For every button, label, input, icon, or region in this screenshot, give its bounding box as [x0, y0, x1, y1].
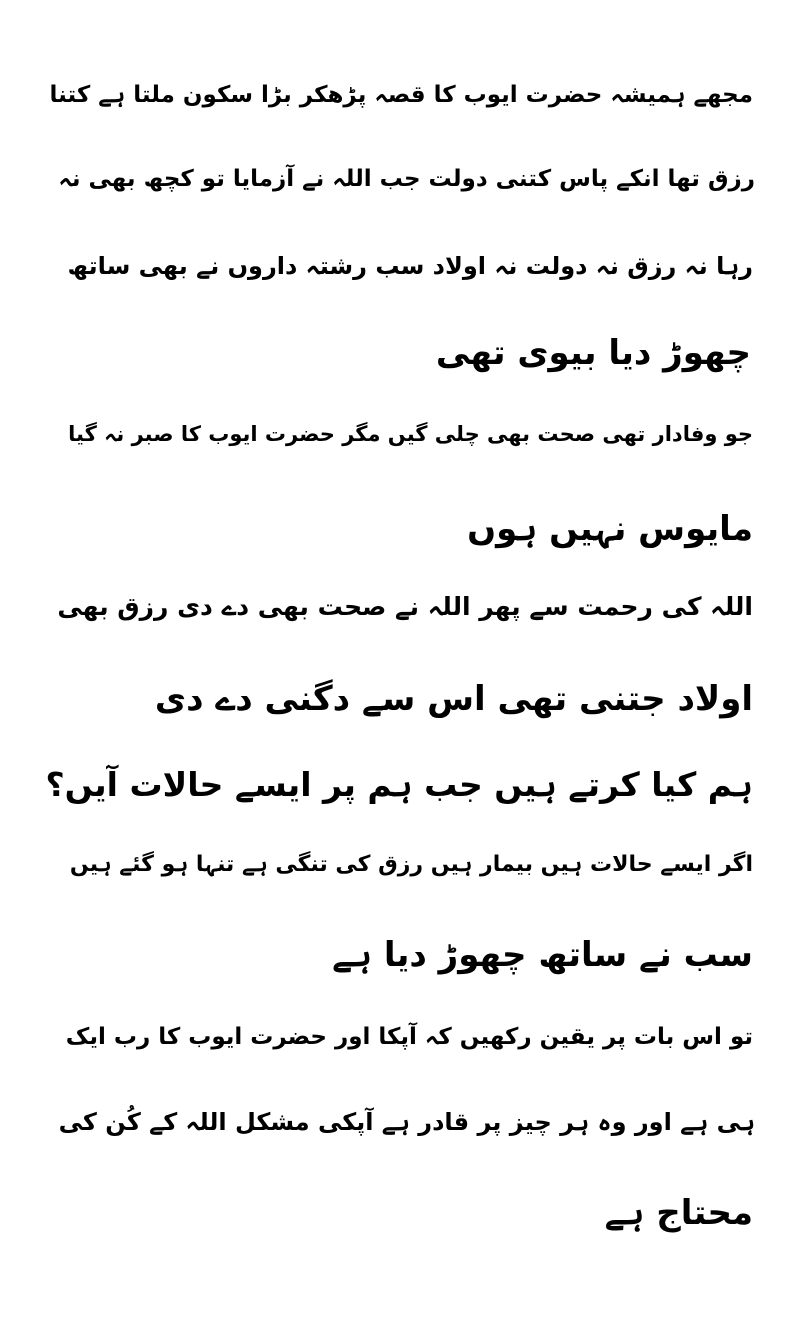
text-line: رزق تھا انکے پاس کتنی دولت جب اللہ نے آزمایا تو کچھ بھی نہ [58, 166, 755, 192]
text-line: اگر ایسے حالات ہیں بیمار ہیں رزق کی تنگی ہے تنہا ہو گئے ہیں [69, 852, 753, 877]
text-line: تو اس بات پر یقین رکھیں کہ آپکا اور حضرت ایوب کا رب ایک [65, 1024, 753, 1050]
text-line: ہم کیا کرتے ہیں جب ہم پر ایسے حالات آیں؟ [45, 765, 753, 804]
text-line: مایوس نہیں ہوں [467, 509, 753, 549]
text-line: اولاد جتنی تھی اس سے دگنی دے دی [154, 679, 753, 719]
text-line: رہا نہ رزق نہ دولت نہ اولاد سب رشتہ داروں نے بھی ساتھ [67, 252, 753, 280]
text-line: مجھے ہمیشہ حضرت ایوب کا قصہ پڑھکر بڑا سکون ملتا ہے کتنا [49, 82, 753, 108]
text-line: سب نے ساتھ چھوڑ دیا ہے [332, 935, 753, 975]
text-line: چھوڑ دیا بیوی تھی [435, 333, 751, 373]
text-line: جو وفادار تھی صحت بھی چلی گیں مگر حضرت ایوب کا صبر نہ گیا [68, 422, 753, 446]
text-line: ہی ہے اور وہ ہر چیز پر قادر ہے آپکی مشکل اللہ کے کُن کی [58, 1108, 755, 1136]
text-line: محتاج ہے [604, 1193, 753, 1233]
text-line: اللہ کی رحمت سے پھر اللہ نے صحت بھی دے دی رزق بھی [57, 592, 753, 621]
